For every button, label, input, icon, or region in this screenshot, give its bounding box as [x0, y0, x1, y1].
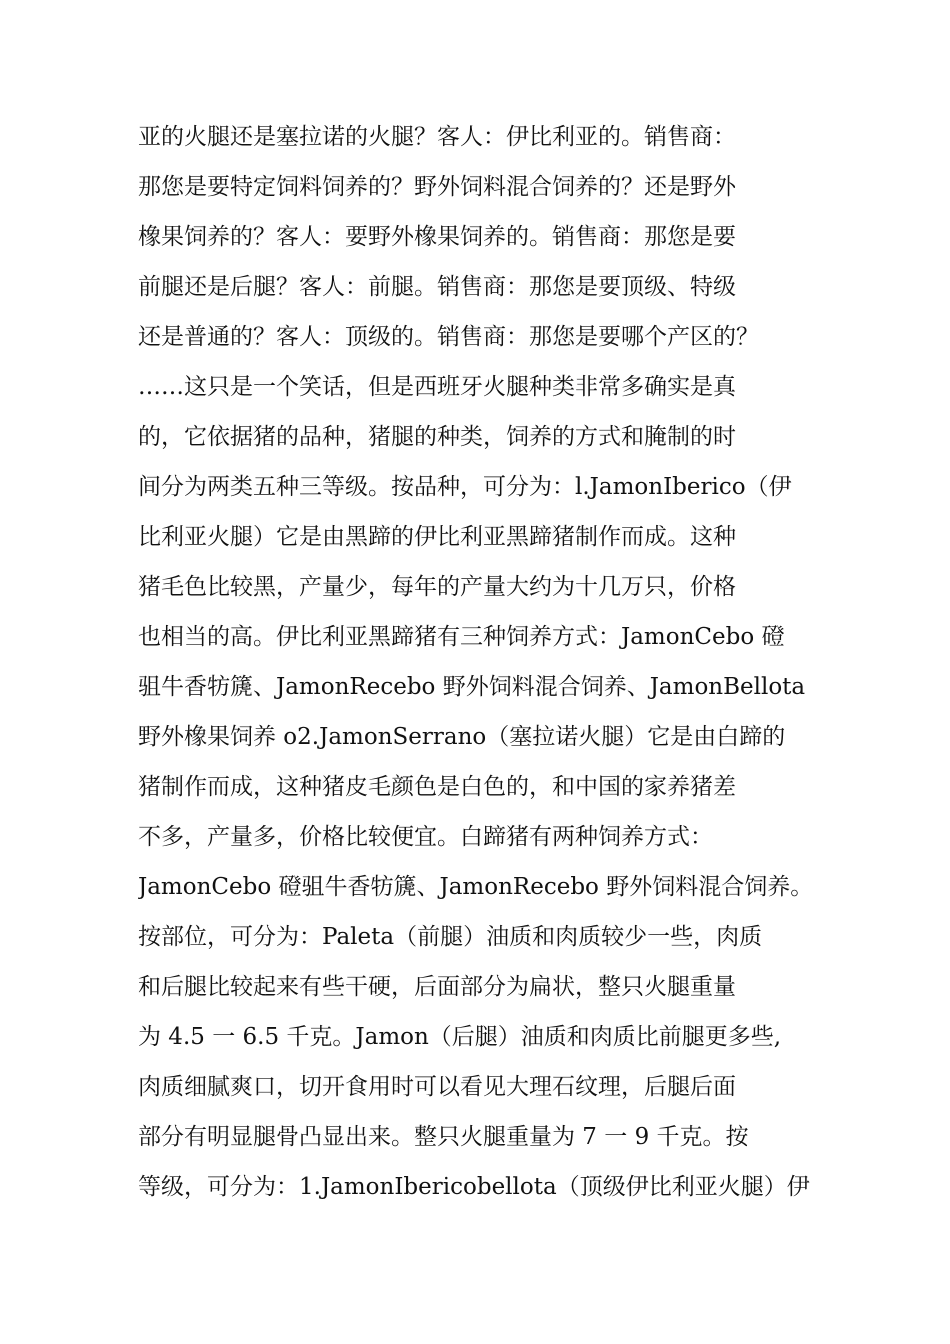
text-line: 橡果饲养的？客人：要野外橡果饲养的。销售商：那您是要 [138, 224, 736, 250]
text-line: 亚的火腿还是塞拉诺的火腿？客人：伊比利亚的。销售商： [138, 124, 736, 150]
text-line: 野外橡果饲养 o2.JamonSerrano（塞拉诺火腿）它是由白蹄的 [138, 724, 786, 750]
text-line: 肉质细腻爽口，切开食用时可以看见大理石纹理，后腿后面 [138, 1074, 736, 1100]
text-line: 按部位，可分为：Paleta（前腿）油质和肉质较少一些，肉质 [138, 924, 763, 950]
text-line: 间分为两类五种三等级。按品种，可分为：l.JamonIberico（伊 [138, 474, 792, 500]
text-line: 猪制作而成，这种猪皮毛颜色是白色的，和中国的家养猪差 [138, 774, 736, 800]
text-line: 前腿还是后腿？客人：前腿。销售商：那您是要顶级、特级 [138, 274, 736, 300]
text-line: 比利亚火腿）它是由黑蹄的伊比利亚黑蹄猪制作而成。这种 [138, 524, 736, 550]
text-line: 猪毛色比较黑，产量少，每年的产量大约为十几万只，价格 [138, 574, 736, 600]
text-line: JamonCebo 磴驵牛香牥篪、JamonRecebo 野外饲料混合饲养。 [138, 874, 814, 900]
text-line: ……这只是一个笑话，但是西班牙火腿种类非常多确实是真 [138, 374, 736, 400]
text-line: 部分有明显腿骨凸显出来。整只火腿重量为 7 一 9 千克。按 [138, 1124, 749, 1150]
body-text [138, 112, 828, 1212]
text-line: 驵牛香牥篪、JamonRecebo 野外饲料混合饲养、JamonBellota [138, 674, 806, 700]
text-line: 还是普通的？客人：顶级的。销售商：那您是要哪个产区的？ [138, 324, 759, 350]
text-line: 和后腿比较起来有些干硬，后面部分为扁状，整只火腿重量 [138, 974, 736, 1000]
text-line: 不多，产量多，价格比较便宜。白蹄猪有两种饲养方式： [138, 824, 713, 850]
text-line: 等级，可分为：1.JamonIbericobellota（顶级伊比利亚火腿）伊 [138, 1174, 810, 1200]
text-line: 也相当的高。伊比利亚黑蹄猪有三种饲养方式：JamonCebo 磴 [138, 624, 785, 650]
text-line: 为 4.5 一 6.5 千克。Jamon（后腿）油质和肉质比前腿更多些, [138, 1024, 782, 1050]
text-line: 的，它依据猪的品种，猪腿的种类，饲养的方式和腌制的时 [138, 424, 736, 450]
text-line: 那您是要特定饲料饲养的？野外饲料混合饲养的？还是野外 [138, 174, 736, 200]
